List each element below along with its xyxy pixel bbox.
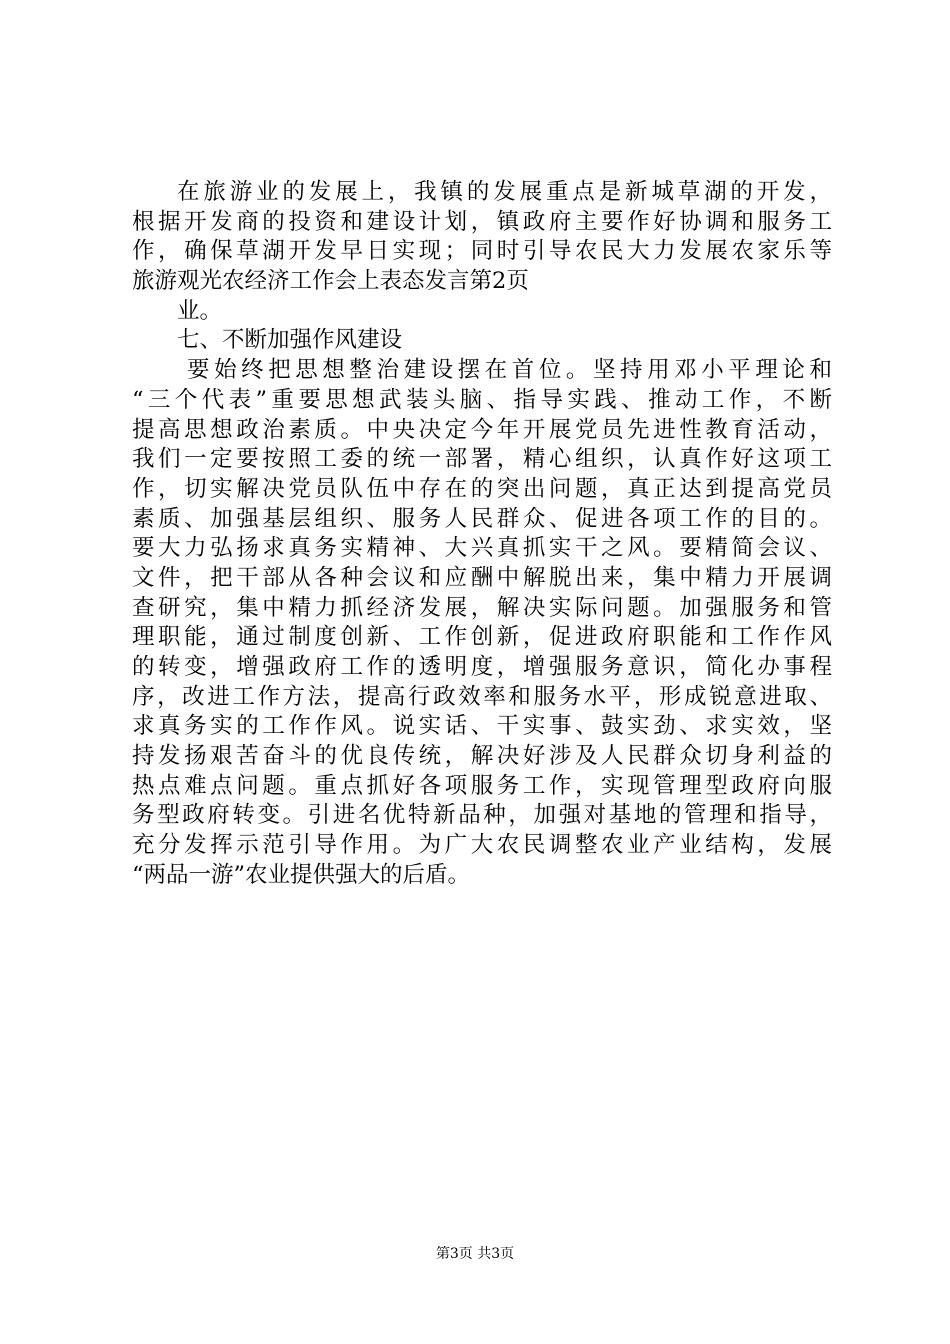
paragraph-2-line: 素质、加强基层组织、服务人民群众、促进各项工作的目的。 (132, 505, 832, 532)
paragraph-2-line: “两品一游”农业提供强大的后盾。 (132, 861, 471, 888)
paragraph-1-line: 根据开发商的投资和建设计划，镇政府主要作好协调和服务工 (132, 208, 832, 235)
paragraph-2-line: 作，切实解决党员队伍中存在的突出问题，真正达到提高党员 (132, 475, 832, 502)
paragraph-2-line: 持发扬艰苦奋斗的优良传统，解决好涉及人民群众切身利益的 (132, 743, 832, 770)
paragraph-2-line: 充分发挥示范引导作用。为广大农民调整农业产业结构，发展 (132, 832, 832, 859)
page-footer: 第3页 共3页 (435, 1246, 515, 1262)
paragraph-2-line: 我们一定要按照工委的统一部署，精心组织，认真作好这项工 (132, 446, 832, 473)
paragraph-2-line: 务型政府转变。引进名优特新品种，加强对基地的管理和指导， (132, 802, 832, 829)
paragraph-1-line: 作，确保草湖开发早日实现；同时引导农民大力发展农家乐等 (132, 238, 832, 265)
paragraph-2-line: 理职能，通过制度创新、工作创新，促进政府职能和工作作风 (132, 624, 832, 651)
paragraph-2-line: 查研究，集中精力抓经济发展，解决实际问题。加强服务和管 (132, 594, 832, 621)
paragraph-2-line: 求真务实的工作作风。说实话、干实事、鼓实劲、求实效，坚 (132, 713, 832, 740)
paragraph-1-line: 业。 (177, 297, 223, 324)
section-heading: 七、不断加强作风建设 (177, 327, 403, 354)
body-text (132, 178, 832, 891)
paragraph-1-line: 在旅游业的发展上，我镇的发展重点是新城草湖的开发， (177, 179, 832, 205)
paragraph-2-line: 要大力弘扬求真务实精神、大兴真抓实干之风。要精简会议、 (132, 535, 832, 562)
paragraph-1-line: 旅游观光农经济工作会上表态发言第2页 (132, 268, 529, 295)
paragraph-2-line: “三个代表”重要思想武装头脑、指导实践、推动工作，不断 (132, 386, 832, 413)
paragraph-2-line: 热点难点问题。重点抓好各项服务工作，实现管理型政府向服 (132, 772, 832, 799)
paragraph-2-line: 的转变，增强政府工作的透明度，增强服务意识，简化办事程 (132, 654, 832, 680)
paragraph-2-line: 文件，把干部从各种会议和应酬中解脱出来，集中精力开展调 (132, 564, 832, 591)
paragraph-2-line: 序，改进工作方法，提高行政效率和服务水平，形成锐意进取、 (132, 683, 832, 710)
paragraph-2-line: 提高思想政治素质。中央决定今年开展党员先进性教育活动， (132, 416, 832, 443)
paragraph-2-line: 要始终把思想整治建设摆在首位。坚持用邓小平理论和 (187, 357, 832, 384)
